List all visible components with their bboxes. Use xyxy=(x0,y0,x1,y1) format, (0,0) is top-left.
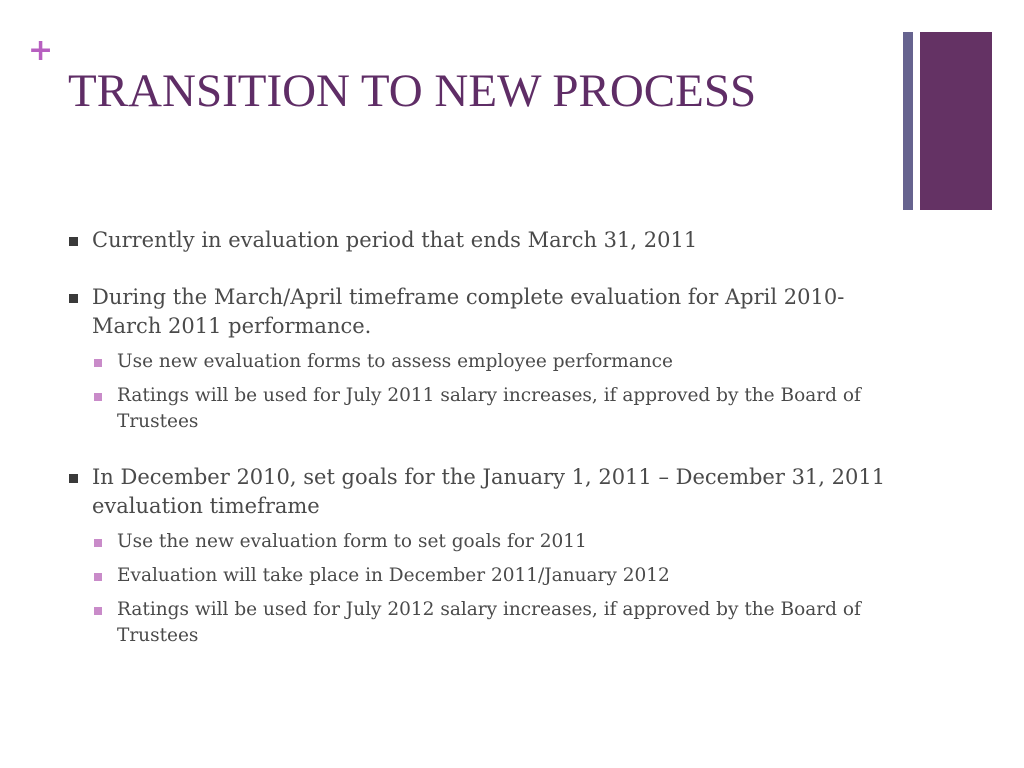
square-sub-bullet-icon xyxy=(94,539,102,547)
decorative-bar-thick xyxy=(920,32,992,210)
plus-icon: + xyxy=(28,33,54,68)
bullet-item xyxy=(68,463,898,521)
bullet-item xyxy=(68,283,898,341)
bullet-text: During the March/April timeframe complete evaluation for April 2010-March 2011 performance. xyxy=(92,285,845,338)
bullet-text: In December 2010, set goals for the January 1, 2011 – December 31, 2011 evaluation timeframe xyxy=(92,465,886,518)
square-sub-bullet-icon xyxy=(94,393,102,401)
square-sub-bullet-icon xyxy=(94,607,102,615)
sub-bullet-text: Evaluation will take place in December 2011/January 2012 xyxy=(117,565,670,586)
sub-bullet-text: Ratings will be used for July 2011 salary increases, if approved by the Board of Trustees xyxy=(117,385,861,432)
sub-bullet-item xyxy=(68,349,898,375)
square-sub-bullet-icon xyxy=(94,359,102,367)
square-bullet-icon xyxy=(69,294,78,303)
bullet-item xyxy=(68,226,898,255)
sub-bullet-text: Use the new evaluation form to set goals for 2011 xyxy=(117,531,587,552)
square-sub-bullet-icon xyxy=(94,573,102,581)
decorative-bar-thin xyxy=(903,32,913,210)
bullet-list xyxy=(68,226,898,649)
bullet-text: Currently in evaluation period that ends March 31, 2011 xyxy=(92,228,698,252)
sub-bullet-text: Ratings will be used for July 2012 salary increases, if approved by the Board of Trustees xyxy=(117,599,861,646)
sub-bullet-item xyxy=(68,597,898,649)
square-bullet-icon xyxy=(69,474,78,483)
sub-bullet-item xyxy=(68,383,898,435)
square-bullet-icon xyxy=(69,237,78,246)
sub-bullet-item xyxy=(68,529,898,555)
sub-bullet-item xyxy=(68,563,898,589)
sub-bullet-text: Use new evaluation forms to assess employee performance xyxy=(117,351,673,372)
slide-title: TRANSITION TO NEW PROCESS xyxy=(68,65,757,117)
